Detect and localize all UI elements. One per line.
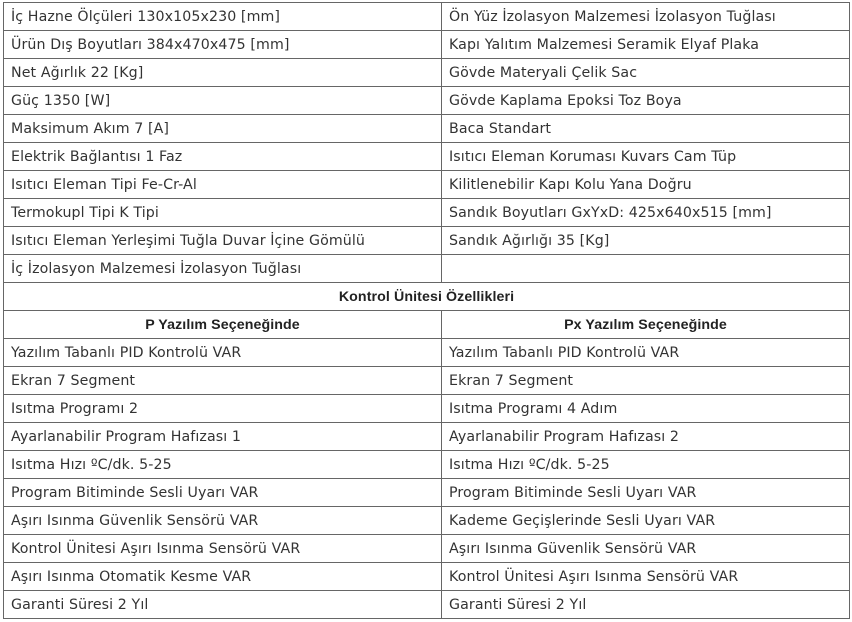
table-row [4,423,850,451]
table-row [4,227,850,255]
table-row [4,591,850,619]
spec-cell-right: Kademe Geçişlerinde Sesli Uyarı VAR [442,507,850,535]
spec-cell-left: İç Hazne Ölçüleri 130x105x230 [mm] [4,3,442,31]
spec-cell-left: İç İzolasyon Malzemesi İzolasyon Tuğlası [4,255,442,283]
table-row [4,115,850,143]
spec-cell-right: Program Bitiminde Sesli Uyarı VAR [442,479,850,507]
spec-cell-right: Garanti Süresi 2 Yıl [442,591,850,619]
spec-cell-right: Gövde Materyali Çelik Sac [442,59,850,87]
control-unit-title: Kontrol Ünitesi Özellikleri [4,283,850,311]
table-row [4,199,850,227]
spec-cell-right: Ön Yüz İzolasyon Malzemesi İzolasyon Tuğlası [442,3,850,31]
spec-cell-right: Sandık Boyutları GxYxD: 425x640x515 [mm] [442,199,850,227]
table-row [4,31,850,59]
spec-cell-left: Elektrik Bağlantısı 1 Faz [4,143,442,171]
table-row [4,479,850,507]
table-row [4,143,850,171]
control-unit-title-row [4,283,850,311]
spec-cell-left: Kontrol Ünitesi Aşırı Isınma Sensörü VAR [4,535,442,563]
spec-cell-left: Ekran 7 Segment [4,367,442,395]
spec-cell-right: Ayarlanabilir Program Hafızası 2 [442,423,850,451]
spec-cell-left: Isıtıcı Eleman Tipi Fe-Cr-Al [4,171,442,199]
table-row [4,87,850,115]
spec-cell-left: Ürün Dış Boyutları 384x470x475 [mm] [4,31,442,59]
table-row [4,339,850,367]
table-row [4,171,850,199]
spec-cell-right: Baca Standart [442,115,850,143]
spec-cell-right [442,255,850,283]
general-specs-body [4,3,850,283]
spec-cell-right: Yazılım Tabanlı PID Kontrolü VAR [442,339,850,367]
control-unit-header-body [4,283,850,339]
control-unit-specs-body [4,339,850,619]
spec-cell-left: Yazılım Tabanlı PID Kontrolü VAR [4,339,442,367]
table-row [4,255,850,283]
spec-cell-left: Aşırı Isınma Güvenlik Sensörü VAR [4,507,442,535]
spec-cell-right: Isıtma Programı 4 Adım [442,395,850,423]
spec-cell-left: Net Ağırlık 22 [Kg] [4,59,442,87]
spec-cell-right: Gövde Kaplama Epoksi Toz Boya [442,87,850,115]
spec-cell-left: Termokupl Tipi K Tipi [4,199,442,227]
spec-cell-right: Sandık Ağırlığı 35 [Kg] [442,227,850,255]
spec-cell-left: Isıtma Hızı ºC/dk. 5-25 [4,451,442,479]
table-row [4,59,850,87]
specifications-table [3,2,850,619]
spec-cell-right: Isıtma Hızı ºC/dk. 5-25 [442,451,850,479]
table-row [4,367,850,395]
spec-cell-left: Güç 1350 [W] [4,87,442,115]
spec-cell-left: Aşırı Isınma Otomatik Kesme VAR [4,563,442,591]
software-option-header-row [4,311,850,339]
table-row [4,3,850,31]
spec-cell-left: Ayarlanabilir Program Hafızası 1 [4,423,442,451]
spec-cell-right: Aşırı Isınma Güvenlik Sensörü VAR [442,535,850,563]
spec-cell-right: Ekran 7 Segment [442,367,850,395]
spec-cell-left: Garanti Süresi 2 Yıl [4,591,442,619]
p-software-header: P Yazılım Seçeneğinde [4,311,442,339]
spec-cell-right: Kapı Yalıtım Malzemesi Seramik Elyaf Plaka [442,31,850,59]
spec-cell-left: Program Bitiminde Sesli Uyarı VAR [4,479,442,507]
table-row [4,563,850,591]
table-row [4,507,850,535]
spec-cell-left: Maksimum Akım 7 [A] [4,115,442,143]
table-row [4,395,850,423]
table-row [4,535,850,563]
spec-cell-left: Isıtma Programı 2 [4,395,442,423]
px-software-header: Px Yazılım Seçeneğinde [442,311,850,339]
spec-cell-left: Isıtıcı Eleman Yerleşimi Tuğla Duvar İçine Gömülü [4,227,442,255]
table-row [4,451,850,479]
spec-cell-right: Kontrol Ünitesi Aşırı Isınma Sensörü VAR [442,563,850,591]
spec-cell-right: Kilitlenebilir Kapı Kolu Yana Doğru [442,171,850,199]
spec-cell-right: Isıtıcı Eleman Koruması Kuvars Cam Tüp [442,143,850,171]
